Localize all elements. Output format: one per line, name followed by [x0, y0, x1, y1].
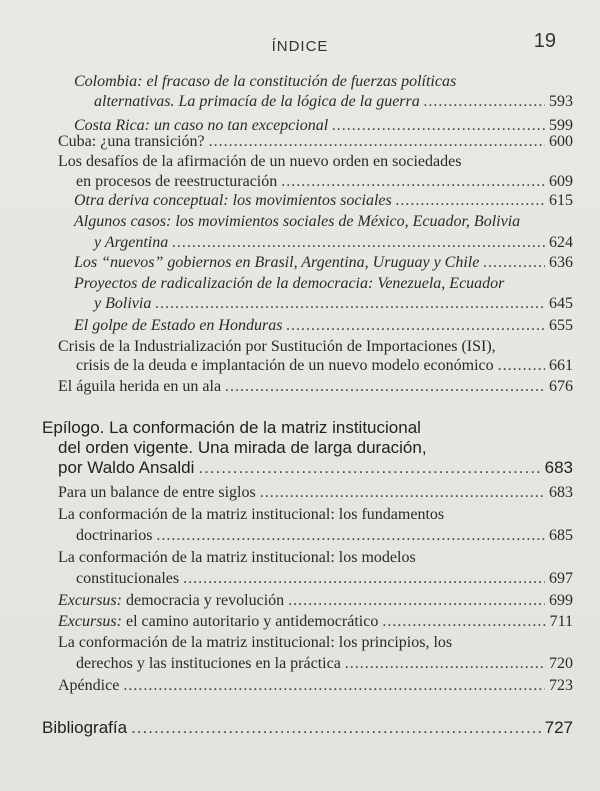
leader-dots — [155, 294, 545, 314]
toc-entry-title: constitucionales — [76, 570, 180, 587]
toc-line — [58, 676, 573, 696]
toc-page-number: 699 — [549, 592, 573, 609]
toc-line — [74, 191, 573, 211]
toc-entry-title: y Bolivia — [94, 295, 152, 312]
toc-page-number: 661 — [549, 357, 573, 374]
toc-line — [94, 233, 573, 253]
toc-entry-title: Cuba: ¿una transición? — [58, 133, 205, 150]
toc-page-number: 683 — [544, 458, 573, 477]
toc-entry-title: Bibliografía — [42, 718, 128, 737]
toc-page-number: 697 — [549, 570, 573, 587]
toc-line — [74, 253, 573, 273]
leader-dots — [345, 654, 545, 674]
leader-dots — [281, 172, 545, 192]
leader-dots — [260, 483, 545, 503]
leader-dots — [498, 356, 545, 376]
toc-entry-prefix: Excursus: — [58, 592, 122, 609]
toc-page-number: 645 — [549, 295, 573, 312]
toc-entry-title: El golpe de Estado en Honduras — [74, 317, 283, 334]
toc-page-number: 600 — [549, 133, 573, 150]
leader-dots — [156, 526, 545, 546]
toc-line — [58, 483, 573, 503]
toc-entry-title: Para un balance de entre siglos — [58, 484, 256, 501]
toc-entry-title: doctrinarios — [76, 527, 153, 544]
toc-page-number: 685 — [549, 527, 573, 544]
leader-dots — [123, 676, 545, 696]
toc-line — [76, 569, 573, 589]
toc-entry-title: Colombia: el fracaso de la constitución de fuerzas políticas — [74, 73, 457, 90]
toc-entry-title: democracia y revolución — [125, 592, 285, 609]
toc-entry-title: crisis de la deuda e implantación de un nuevo modelo económico — [76, 357, 494, 374]
toc-entry-title: La conformación de la matriz institucional: los principios, los — [58, 634, 453, 651]
toc-line — [58, 612, 573, 632]
leader-dots — [382, 612, 545, 632]
toc-page-number: 676 — [549, 378, 573, 395]
leader-dots — [172, 233, 545, 253]
toc-entry-title: en procesos de reestructuración — [76, 173, 278, 190]
toc-page-number: 655 — [549, 317, 573, 334]
toc-line — [74, 316, 573, 336]
toc-entry-title: del orden vigente. Una mirada de larga duración, — [58, 438, 427, 457]
leader-dots — [183, 569, 545, 589]
toc-entry-title: derechos y las instituciones en la práctica — [76, 655, 341, 672]
leader-dots — [209, 132, 545, 152]
toc-line — [94, 294, 573, 314]
toc-entry-title: Proyectos de radicalización de la democracia: Venezuela, Ecuador — [74, 275, 505, 292]
toc-page-number: 624 — [549, 234, 573, 251]
toc-entry-title: Apéndice — [58, 677, 120, 694]
toc-entry-prefix: Excursus: — [58, 613, 122, 630]
toc-page-number: 593 — [549, 93, 573, 110]
toc-line — [76, 172, 573, 192]
toc-page-number: 720 — [549, 655, 573, 672]
toc-entry-title: Algunos casos: los movimientos sociales de México, Ecuador, Bolivia — [74, 213, 521, 230]
toc-page-number: 599 — [549, 117, 573, 134]
toc-entry-title: Costa Rica: un caso no tan excepcional — [74, 117, 329, 134]
toc-entry-title: el camino autoritario y antidemocrático — [125, 613, 379, 630]
toc-line — [76, 526, 573, 546]
running-head: ÍNDICE — [271, 38, 329, 55]
toc-entry-title: El águila herida en un ala — [58, 378, 222, 395]
toc-line — [76, 654, 573, 674]
toc-line — [94, 92, 573, 112]
toc-page-number: 609 — [549, 173, 573, 190]
toc-line — [42, 718, 573, 738]
leader-dots — [424, 92, 545, 112]
leader-dots — [225, 377, 545, 397]
toc-entry-title: alternativas. La primacía de la lógica de la guerra — [94, 93, 420, 110]
toc-line — [76, 356, 573, 376]
toc-entry-title: Los desafíos de la afirmación de un nuevo orden en sociedades — [58, 153, 462, 170]
toc-line — [58, 377, 573, 397]
page-number: 19 — [533, 30, 556, 52]
toc-page-number: 615 — [549, 192, 573, 209]
leader-dots — [396, 191, 545, 211]
toc-entry-title: y Argentina — [94, 234, 169, 251]
toc-entry-title: Otra deriva conceptual: los movimientos sociales — [74, 192, 392, 209]
leader-dots — [286, 316, 545, 336]
toc-page-number: 636 — [549, 254, 573, 271]
toc-page-number: 723 — [549, 677, 573, 694]
toc-entry-title: Crisis de la Industrialización por Sustitución de Importaciones (ISI), — [58, 338, 496, 355]
toc-page-number: 727 — [544, 718, 573, 737]
leader-dots — [483, 253, 545, 273]
toc-entry-title: La conformación de la matriz institucional: los fundamentos — [58, 506, 445, 523]
toc-line — [58, 458, 573, 478]
toc-entry-title: por Waldo Ansaldi — [58, 458, 195, 477]
toc-page-number: 711 — [549, 613, 573, 630]
toc-line — [58, 591, 573, 611]
toc-page-number: 683 — [549, 484, 573, 501]
toc-line — [58, 132, 573, 152]
leader-dots — [198, 458, 540, 478]
leader-dots — [131, 718, 541, 738]
leader-dots — [288, 591, 545, 611]
toc-entry-title: La conformación de la matriz institucional: los modelos — [58, 549, 416, 566]
toc-entry-title: Epílogo. La conformación de la matriz institucional — [42, 418, 421, 437]
toc-entry-title: Los “nuevos” gobiernos en Brasil, Argentina, Uruguay y Chile — [74, 254, 480, 271]
